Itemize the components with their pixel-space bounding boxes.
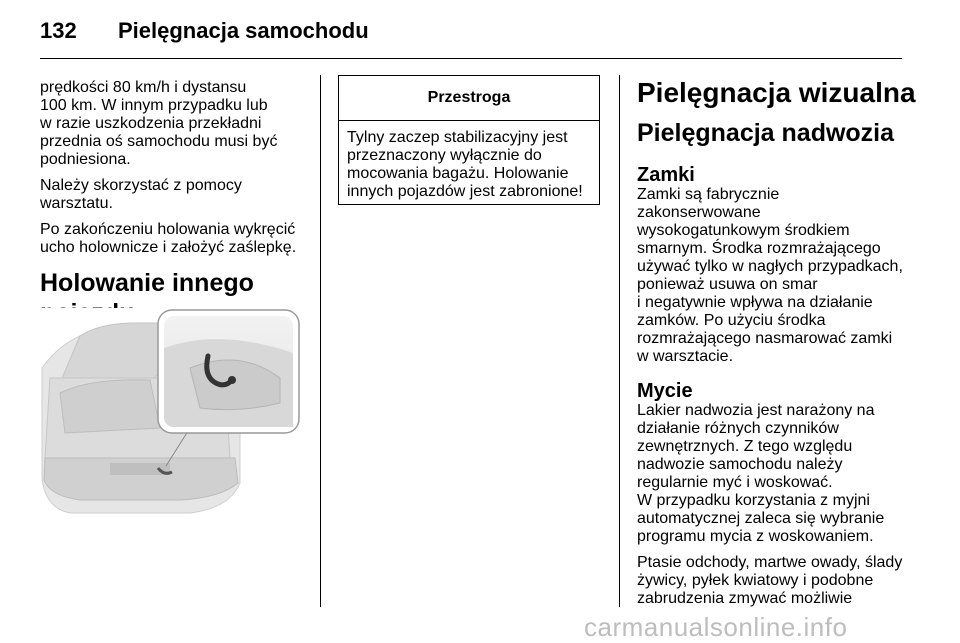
caution-text: Tylny zaczep stabilizacyjny jest przeznaczony wyłącznie do mocowania bagażu. Holowanie innych pojazdów jest zabronione! [347,129,583,200]
page-number: 132 [40,18,77,43]
watermark: carmanualsonline.info [584,612,848,642]
left-column [40,79,315,265]
heading-body-care: Pielęgnacja nadwozia [637,119,895,147]
heading-visual-care: Pielęgnacja wizualna [637,77,916,108]
column-divider-2 [619,75,620,607]
page-title: Pielęgnacja samochodu [118,18,369,43]
paragraph-washing-2: Ptasie odchody, martwe owady, ślady żywicy, pyłek kwiatowy i podobne zabrudzenia zmywać możliwie [637,554,903,607]
paragraph-locks: Zamki są fabrycznie zakonserwowane wysokogatunkowym środkiem smarnym. Środka rozmrażającego używać tylko w nagłych przypadkach, ponieważ usuwa on smar i negatywnie wpływa na działanie zamków. Po użyciu środka rozmrażającego nasmarować zamki w warsztacie. [637,186,903,365]
caution-box [338,75,600,205]
heading-towing-other-vehicle: Holowanie innego [40,269,254,297]
paragraph-towing-speed: prędkości 80 km/h i dystansu 100 km. W innym przypadku lub w razie uszkodzenia przekładni przednia oś samochodu musi być podniesiona. [40,79,278,168]
column-divider-1 [320,75,321,607]
paragraph-washing-1: Lakier nadwozia jest narażony na działanie różnych czynników zewnętrznych. Z tego względu nadwozie samochodu należy regularnie myć i woskować. W przypadku korzystania z myjni automatycznej zaleca się wybranie programu mycia z woskowaniem. [637,402,885,545]
paragraph-after-towing: Po zakończeniu holowania wykręcić ucho holownicze i założyć zaślepkę. [40,221,297,256]
heading-locks: Zamki [637,164,695,186]
header-rule [40,58,902,59]
caution-title: Przestroga [339,76,599,121]
paragraph-workshop: Należy skorzystać z pomocy warsztatu. [40,177,242,212]
towing-eye-illustration [40,308,302,518]
right-column [637,76,927,616]
heading-washing: Mycie [637,380,693,402]
